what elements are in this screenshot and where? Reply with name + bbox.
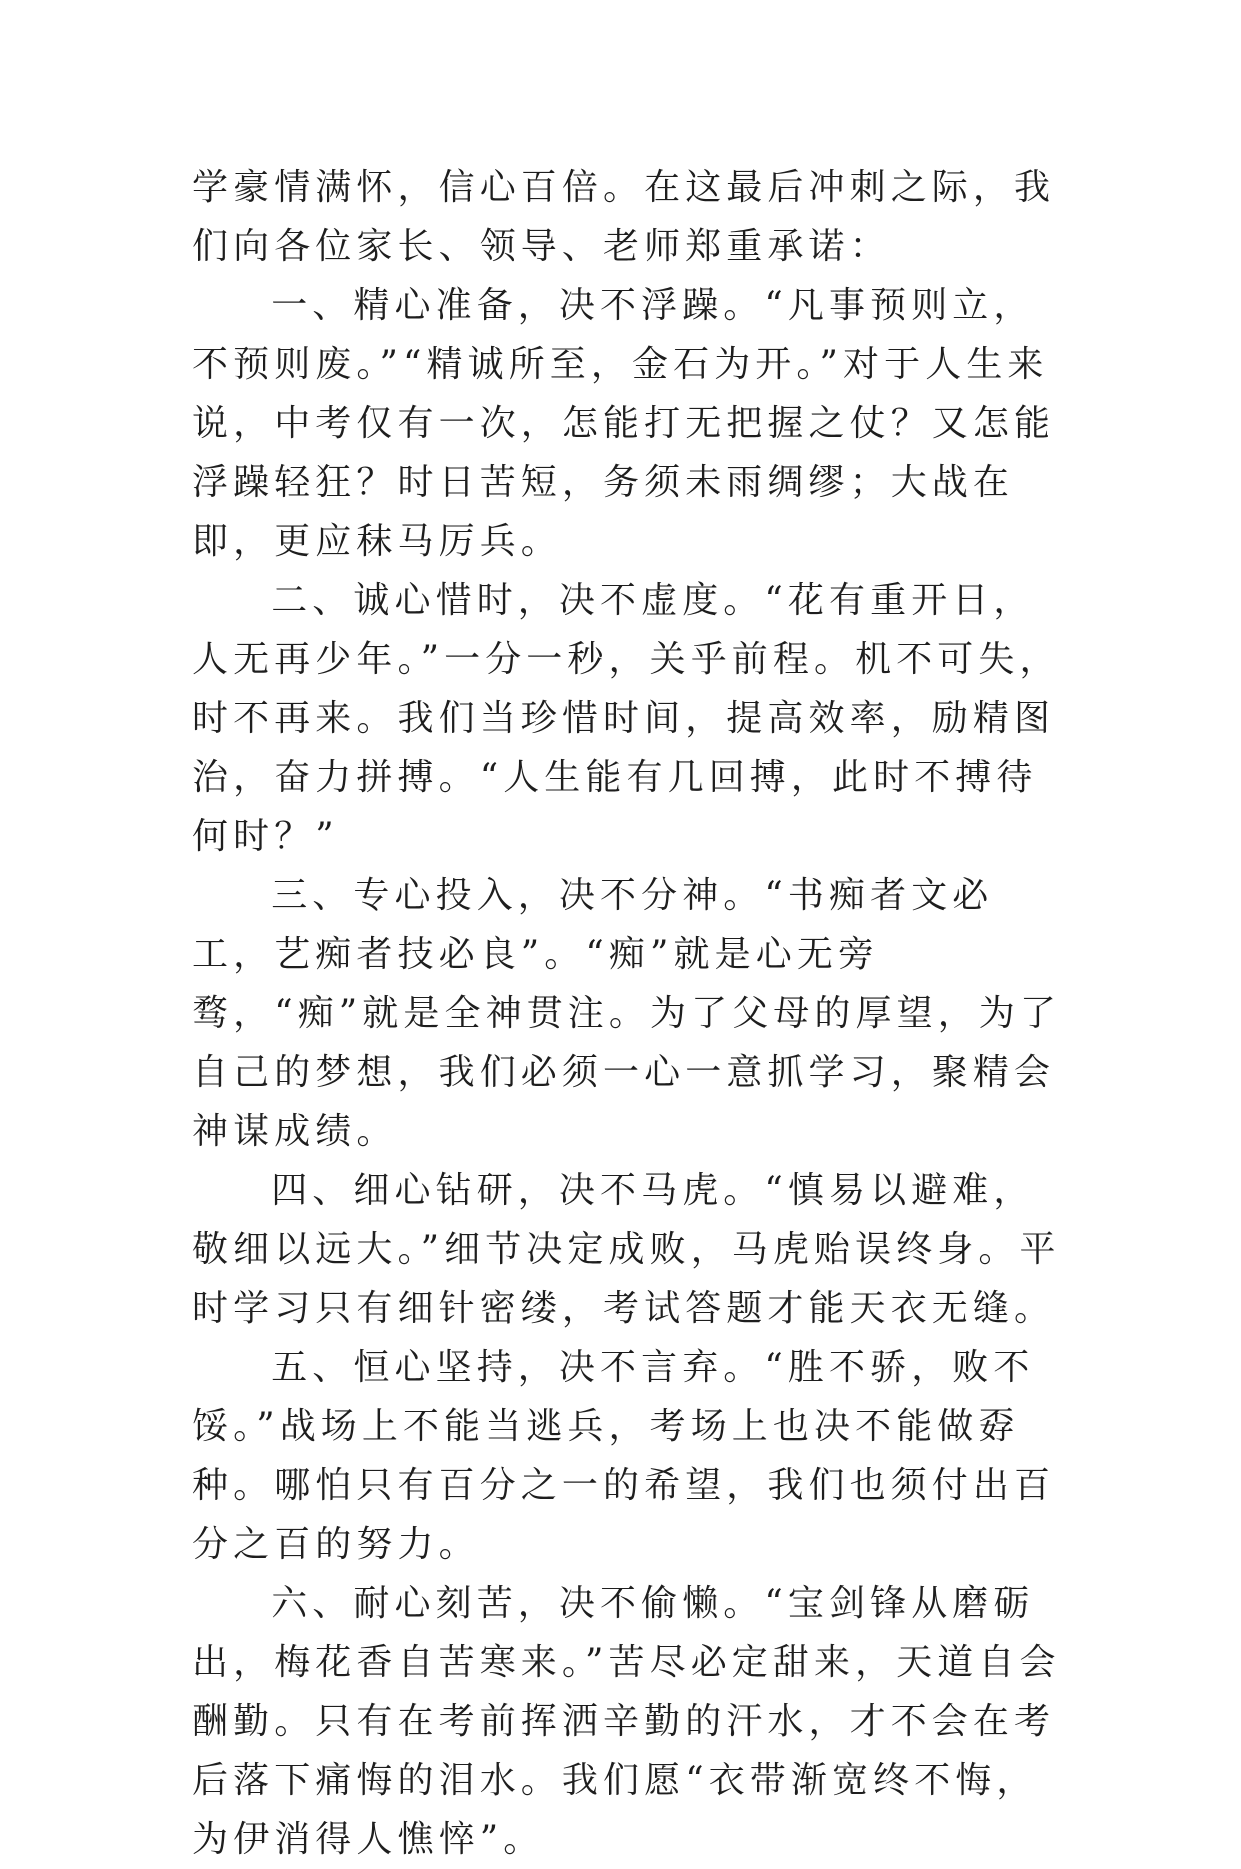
paragraph-commitment-3: 三、专心投入，决不分神。“书痴者文必工，艺痴者技必良”。“痴”就是心无旁骛，“痴”就是全神贯注。为了父母的厚望，为了自己的梦想，我们必须一心一意抓学习，聚精会神谋成绩。	[192, 875, 1062, 1152]
paragraph-commitment-5: 五、恒心坚持，决不言弃。“胜不骄，败不馁。”战场上不能当逃兵，考场上也决不能做孬种。哪怕只有百分之一的希望，我们也须付出百分之百的努力。	[192, 1347, 1056, 1565]
document-body	[192, 158, 1072, 1869]
paragraph-intro: 学豪情满怀，信心百倍。在这最后冲刺之际，我们向各位家长、领导、老师郑重承诺：	[192, 167, 1056, 267]
paragraph-commitment-6: 六、耐心刻苦，决不偷懒。“宝剑锋从磨砺出，梅花香自苦寒来。”苦尽必定甜来，天道自会酬勤。只有在考前挥洒辛勤的汗水，才不会在考后落下痛悔的泪水。我们愿“衣带渐宽终不悔，为伊消得人憔悴”。	[192, 1583, 1061, 1860]
paragraph-commitment-1: 一、精心准备，决不浮躁。“凡事预则立，不预则废。”“精诚所至，金石为开。”对于人生来说，中考仅有一次，怎能打无把握之仗？又怎能浮躁轻狂？时日苦短，务须未雨绸缪；大战在即，更应秣马厉兵。	[192, 285, 1056, 562]
paragraph-commitment-2: 二、诚心惜时，决不虚度。“花有重开日，人无再少年。”一分一秒，关乎前程。机不可失，时不再来。我们当珍惜时间，提高效率，励精图治，奋力拼搏。“人生能有几回搏，此时不搏待何时？”	[192, 580, 1061, 857]
paragraph-commitment-4: 四、细心钻研，决不马虎。“慎易以避难，敬细以远大。”细节决定成败，马虎贻误终身。平时学习只有细针密缕，考试答题才能天衣无缝。	[192, 1170, 1061, 1329]
